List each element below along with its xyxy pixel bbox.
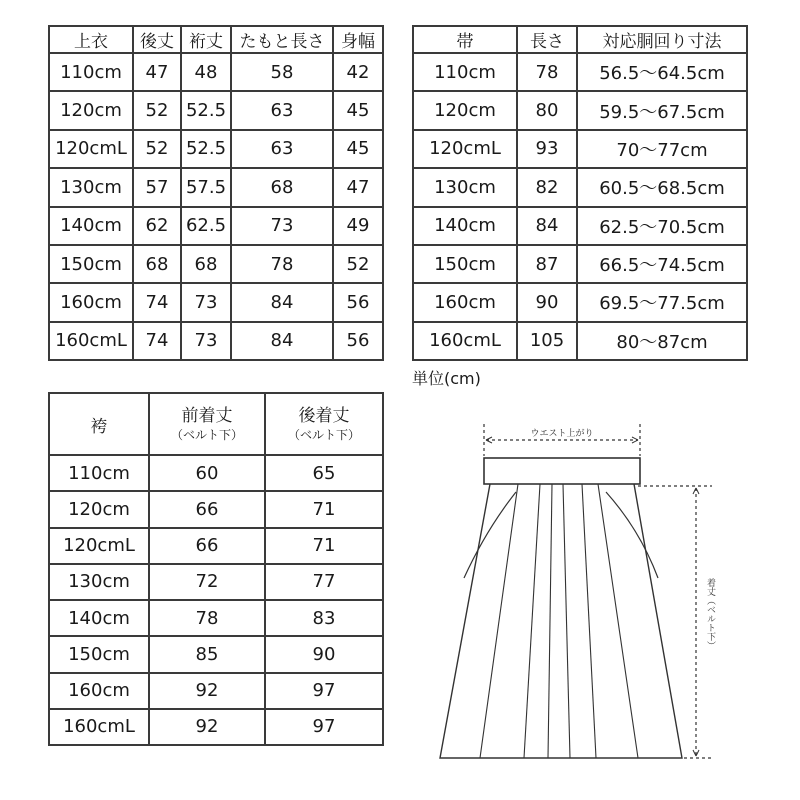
header-sublabel: （ベルト下）	[170, 428, 243, 442]
value-cell: 84	[231, 322, 333, 360]
hakama-diagram	[420, 410, 760, 780]
table-row	[49, 130, 383, 168]
value-cell: 97	[265, 673, 383, 709]
length-label: 着丈（ベルト下）	[705, 578, 715, 650]
value-cell: 52	[133, 91, 181, 129]
value-cell: 90	[517, 283, 577, 321]
waistband	[484, 458, 640, 484]
value-cell: 62	[133, 207, 181, 245]
value-cell: 74	[133, 322, 181, 360]
value-cell: 105	[517, 322, 577, 360]
top-garment-size-table	[48, 25, 384, 361]
table-row	[49, 636, 383, 672]
header-cell: 後丈	[133, 26, 181, 53]
table-row	[49, 455, 383, 491]
size-cell: 120cm	[49, 91, 133, 129]
value-cell: 92	[149, 673, 265, 709]
value-cell: 72	[149, 564, 265, 600]
size-cell: 160cm	[49, 673, 149, 709]
unit-label: 単位(cm)	[412, 369, 481, 388]
table-row	[49, 322, 383, 360]
value-cell: 62.5	[181, 207, 231, 245]
header-sublabel: （ベルト下）	[287, 428, 360, 442]
table-row	[49, 600, 383, 636]
value-cell: 92	[149, 709, 265, 745]
value-cell: 66	[149, 528, 265, 564]
table-row	[413, 130, 747, 168]
table-row	[49, 709, 383, 745]
value-cell: 59.5〜67.5cm	[577, 91, 747, 129]
value-cell: 49	[333, 207, 383, 245]
value-cell: 68	[231, 168, 333, 206]
value-cell: 90	[265, 636, 383, 672]
value-cell: 48	[181, 53, 231, 91]
value-cell: 74	[133, 283, 181, 321]
size-cell: 110cm	[49, 455, 149, 491]
value-cell: 85	[149, 636, 265, 672]
value-cell: 73	[181, 283, 231, 321]
header-label: 袴	[90, 416, 108, 437]
value-cell: 47	[133, 53, 181, 91]
size-cell: 140cm	[49, 600, 149, 636]
value-cell: 52	[133, 130, 181, 168]
waist-label: ウエスト上がり	[530, 429, 594, 439]
table-row	[413, 53, 747, 91]
value-cell: 52.5	[181, 91, 231, 129]
table-header-row	[49, 393, 383, 455]
value-cell: 56	[333, 283, 383, 321]
value-cell: 65	[265, 455, 383, 491]
value-cell: 78	[517, 53, 577, 91]
value-cell: 68	[181, 245, 231, 283]
value-cell: 62.5〜70.5cm	[577, 207, 747, 245]
value-cell: 73	[181, 322, 231, 360]
value-cell: 78	[149, 600, 265, 636]
size-cell: 160cmL	[413, 322, 517, 360]
side-slit-left	[464, 492, 516, 578]
value-cell: 70〜77cm	[577, 130, 747, 168]
table-row	[413, 283, 747, 321]
size-cell: 130cm	[49, 564, 149, 600]
table-row	[49, 491, 383, 527]
table-row	[49, 283, 383, 321]
skirt-outline	[440, 484, 682, 758]
value-cell: 57.5	[181, 168, 231, 206]
value-cell: 60.5〜68.5cm	[577, 168, 747, 206]
table-row	[49, 207, 383, 245]
header-cell: 帯	[413, 26, 517, 53]
header-cell: 対応胴回り寸法	[577, 26, 747, 53]
size-cell: 150cm	[413, 245, 517, 283]
value-cell: 52.5	[181, 130, 231, 168]
header-cell: 長さ	[517, 26, 577, 53]
value-cell: 73	[231, 207, 333, 245]
size-cell: 160cmL	[49, 322, 133, 360]
value-cell: 77	[265, 564, 383, 600]
value-cell: 68	[133, 245, 181, 283]
value-cell: 58	[231, 53, 333, 91]
table-header-row	[49, 26, 383, 53]
obi-size-table	[412, 25, 748, 361]
hakama-size-table	[48, 392, 384, 746]
value-cell: 47	[333, 168, 383, 206]
side-slit-right	[606, 492, 658, 578]
table-row	[49, 673, 383, 709]
value-cell: 42	[333, 53, 383, 91]
size-cell: 150cm	[49, 636, 149, 672]
header-cell: 裄丈	[181, 26, 231, 53]
table-row	[413, 91, 747, 129]
size-cell: 120cm	[413, 91, 517, 129]
size-cell: 140cm	[413, 207, 517, 245]
value-cell: 87	[517, 245, 577, 283]
value-cell: 69.5〜77.5cm	[577, 283, 747, 321]
table-row	[413, 168, 747, 206]
size-cell: 120cmL	[49, 130, 133, 168]
size-cell: 120cmL	[413, 130, 517, 168]
value-cell: 83	[265, 600, 383, 636]
value-cell: 82	[517, 168, 577, 206]
header-cell: 身幅	[333, 26, 383, 53]
value-cell: 93	[517, 130, 577, 168]
size-cell: 160cmL	[49, 709, 149, 745]
size-cell: 130cm	[413, 168, 517, 206]
size-cell: 120cmL	[49, 528, 149, 564]
table-row	[413, 245, 747, 283]
table-row	[49, 528, 383, 564]
header-cell	[49, 393, 149, 455]
size-cell: 150cm	[49, 245, 133, 283]
value-cell: 84	[517, 207, 577, 245]
value-cell: 71	[265, 528, 383, 564]
value-cell: 45	[333, 91, 383, 129]
header-label: 前着丈	[181, 405, 233, 426]
header-label: 後着丈	[298, 405, 350, 426]
size-cell: 160cm	[49, 283, 133, 321]
header-cell: 上衣	[49, 26, 133, 53]
header-cell: たもと長さ	[231, 26, 333, 53]
value-cell: 63	[231, 130, 333, 168]
value-cell: 56	[333, 322, 383, 360]
value-cell: 71	[265, 491, 383, 527]
header-cell	[265, 393, 383, 455]
value-cell: 52	[333, 245, 383, 283]
size-cell: 140cm	[49, 207, 133, 245]
value-cell: 63	[231, 91, 333, 129]
table-row	[413, 322, 747, 360]
size-cell: 130cm	[49, 168, 133, 206]
table-row	[49, 564, 383, 600]
value-cell: 57	[133, 168, 181, 206]
table-row	[49, 53, 383, 91]
header-cell	[149, 393, 265, 455]
size-cell: 110cm	[49, 53, 133, 91]
pleat-lines	[480, 484, 638, 758]
size-cell: 160cm	[413, 283, 517, 321]
value-cell: 80	[517, 91, 577, 129]
value-cell: 78	[231, 245, 333, 283]
size-cell: 110cm	[413, 53, 517, 91]
value-cell: 60	[149, 455, 265, 491]
value-cell: 97	[265, 709, 383, 745]
table-row	[49, 168, 383, 206]
table-header-row	[413, 26, 747, 53]
table-row	[49, 245, 383, 283]
value-cell: 45	[333, 130, 383, 168]
table-row	[49, 91, 383, 129]
value-cell: 84	[231, 283, 333, 321]
value-cell: 66	[149, 491, 265, 527]
value-cell: 66.5〜74.5cm	[577, 245, 747, 283]
value-cell: 80〜87cm	[577, 322, 747, 360]
table-row	[413, 207, 747, 245]
size-cell: 120cm	[49, 491, 149, 527]
value-cell: 56.5〜64.5cm	[577, 53, 747, 91]
